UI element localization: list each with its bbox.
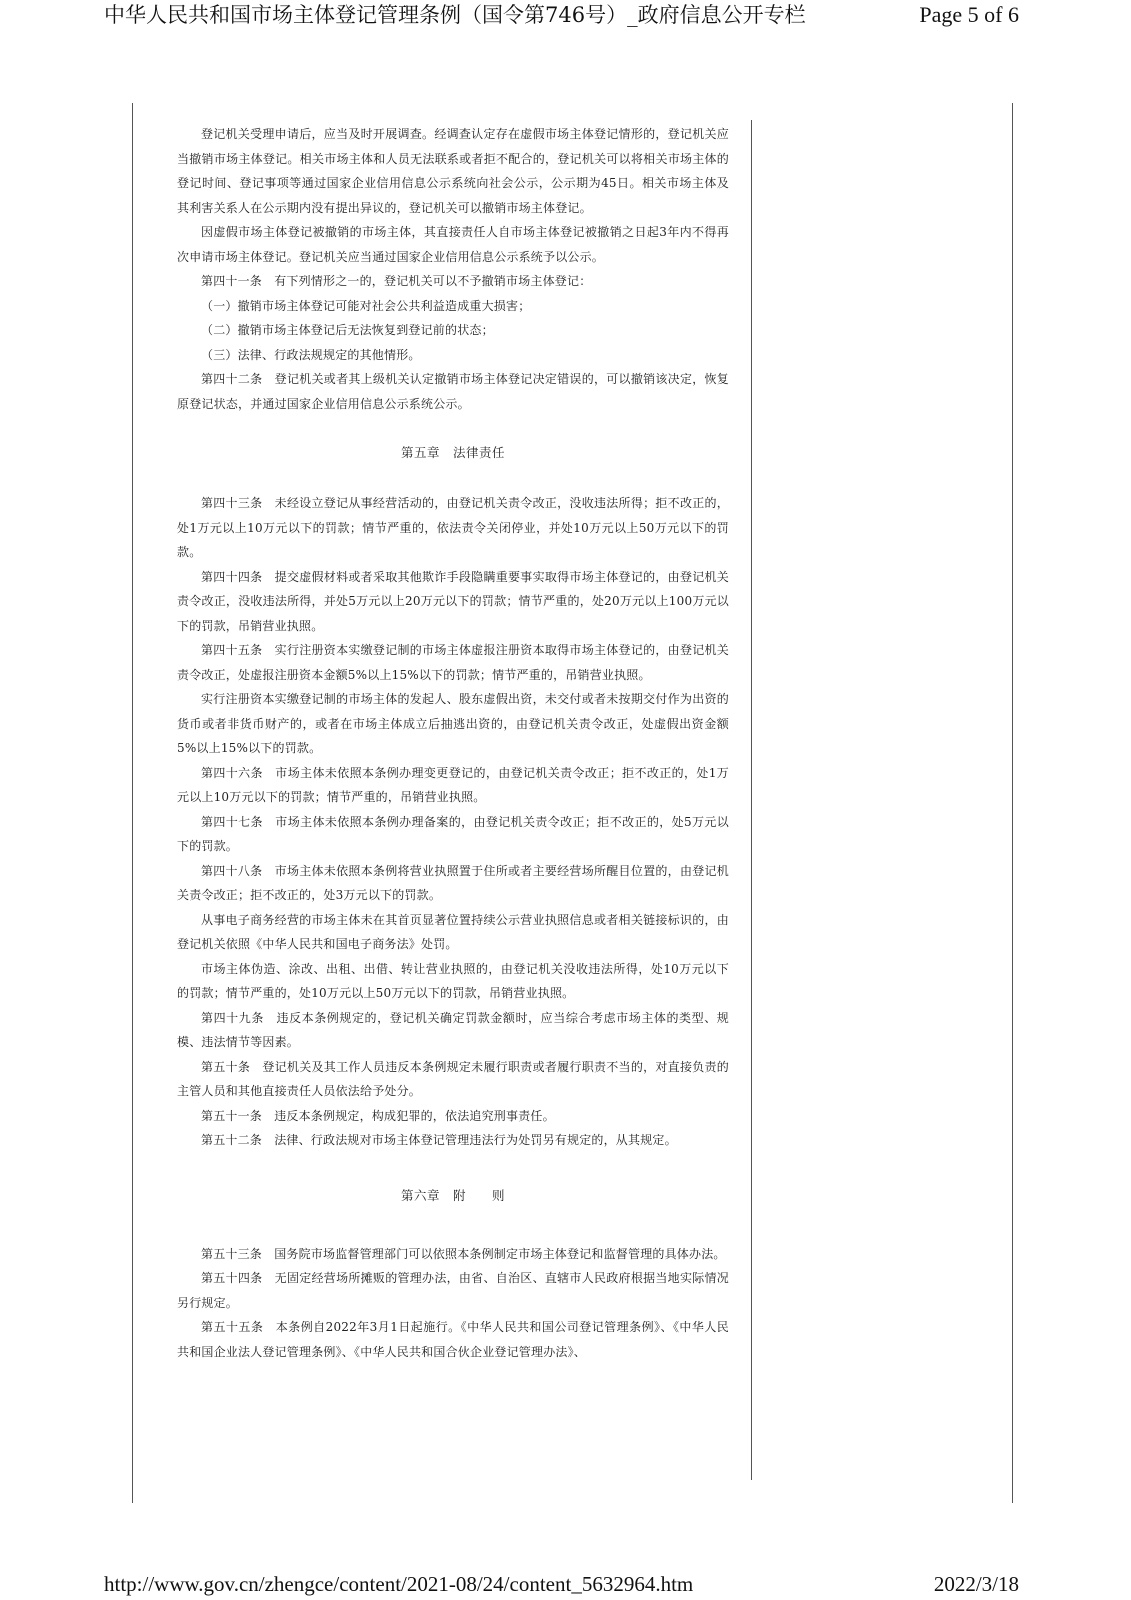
article-55: 第五十五条 本条例自2022年3月1日起施行。《中华人民共和国公司登记管理条例》、《中华人民共和国企业法人登记管理条例》、《中华人民共和国合伙企业登记管理办法》、 <box>177 1320 729 1359</box>
article-41-item-2: （二）撤销市场主体登记后无法恢复到登记前的状态； <box>201 323 494 337</box>
page-border-left <box>132 103 133 1503</box>
article-53: 第五十三条 国务院市场监督管理部门可以依照本条例制定市场主体登记和监督管理的具体办法。 <box>201 1246 726 1261</box>
page-number: Page 5 of 6 <box>919 2 1019 27</box>
article-41-item-1: （一）撤销市场主体登记可能对社会公共利益造成重大损害； <box>201 298 531 313</box>
content-column-divider <box>751 120 752 1480</box>
section-legal-liability <box>177 491 729 1153</box>
article-46: 第四十六条 市场主体未依照本条例办理变更登记的，由登记机关责令改正；拒不改正的，处1万元以上10万元以下的罚款；情节严重的，吊销营业执照。 <box>177 765 729 804</box>
article-50: 第五十条 登记机关及其工作人员违反本条例规定未履行职责或者履行职责不当的，对直接负责的主管人员和其他直接责任人员依法给予处分。 <box>177 1059 729 1098</box>
print-date: 2022/3/18 <box>933 1572 1019 1596</box>
section-supplementary-provisions <box>177 1242 729 1365</box>
paragraph: 登记机关受理申请后，应当及时开展调查。经调查认定存在虚假市场主体登记情形的，登记机关应当撤销市场主体登记。相关市场主体和人员无法联系或者拒不配合的，登记机关可以将相关市场主体的登记时间、登记事项等通过国家企业信用信息公示系统向社会公示，公示期为45日。相关市场主体及其利害关系人在公示期内没有提出异议的，登记机关可以撤销市场主体登记。 <box>177 127 729 215</box>
article-41: 第四十一条 有下列情形之一的，登记机关可以不予撤销市场主体登记： <box>201 274 592 288</box>
paragraph: 因虚假市场主体登记被撤销的市场主体，其直接责任人自市场主体登记被撤销之日起3年内不得再次申请市场主体登记。登记机关应当通过国家企业信用信息公示系统予以公示。 <box>177 225 729 264</box>
article-52: 第五十二条 法律、行政法规对市场主体登记管理违法行为处罚另有规定的，从其规定。 <box>201 1133 677 1147</box>
article-43: 第四十三条 未经设立登记从事经营活动的，由登记机关责令改正，没收违法所得；拒不改正的，处1万元以上10万元以下的罚款；情节严重的，依法责令关闭停业，并处10万元以上50万元以下的罚款。 <box>177 496 729 559</box>
chapter-5-heading: 第五章 法律责任 <box>400 445 505 460</box>
article-49: 第四十九条 违反本条例规定的，登记机关确定罚款金额时，应当综合考虑市场主体的类型、规模、违法情节等因素。 <box>177 1010 729 1049</box>
page-border-right <box>1012 103 1013 1503</box>
article-41-item-3: （三）法律、行政法规规定的其他情形。 <box>201 347 421 362</box>
article-45: 第四十五条 实行注册资本实缴登记制的市场主体虚报注册资本取得市场主体登记的，由登记机关责令改正，处虚报注册资本金额5%以上15%以下的罚款；情节严重的，吊销营业执照。 <box>177 643 729 682</box>
browser-print-title: 中华人民共和国市场主体登记管理条例（国令第746号）_政府信息公开专栏 <box>104 3 806 27</box>
article-42: 第四十二条 登记机关或者其上级机关认定撤销市场主体登记决定错误的，可以撤销该决定，恢复原登记状态，并通过国家企业信用信息公示系统公示。 <box>177 372 729 411</box>
article-44: 第四十四条 提交虚假材料或者采取其他欺诈手段隐瞒重要事实取得市场主体登记的，由登记机关责令改正，没收违法所得，并处5万元以上20万元以下的罚款；情节严重的，处20万元以上100万元以下的罚款，吊销营业执照。 <box>177 569 729 633</box>
regulation-text <box>177 122 729 1364</box>
article-48-para-3: 市场主体伪造、涂改、出租、出借、转让营业执照的，由登记机关没收违法所得，处10万元以下的罚款；情节严重的，处10万元以上50万元以下的罚款，吊销营业执照。 <box>177 961 729 1000</box>
article-47: 第四十七条 市场主体未依照本条例办理备案的，由登记机关责令改正；拒不改正的，处5万元以下的罚款。 <box>177 814 729 853</box>
article-45-para-2: 实行注册资本实缴登记制的市场主体的发起人、股东虚假出资，未交付或者未按期交付作为出资的货币或者非货币财产的，或者在市场主体成立后抽逃出资的，由登记机关责令改正，处虚假出资金额5%以上15%以下的罚款。 <box>177 692 729 755</box>
source-url-link[interactable]: http://www.gov.cn/zhengce/content/2021-08/24/content_5632964.htm <box>104 1572 694 1596</box>
article-51: 第五十一条 违反本条例规定，构成犯罪的，依法追究刑事责任。 <box>201 1108 555 1123</box>
article-54: 第五十四条 无固定经营场所摊贩的管理办法，由省、自治区、直辖市人民政府根据当地实际情况另行规定。 <box>177 1271 729 1310</box>
chapter-6-heading: 第六章 附 则 <box>400 1187 505 1203</box>
article-48-para-2: 从事电子商务经营的市场主体未在其首页显著位置持续公示营业执照信息或者相关链接标识的，由登记机关依照《中华人民共和国电子商务法》处罚。 <box>177 912 729 951</box>
article-48: 第四十八条 市场主体未依照本条例将营业执照置于住所或者主要经营场所醒目位置的，由登记机关责令改正；拒不改正的，处3万元以下的罚款。 <box>177 863 729 902</box>
section-revocation-articles <box>177 122 729 416</box>
